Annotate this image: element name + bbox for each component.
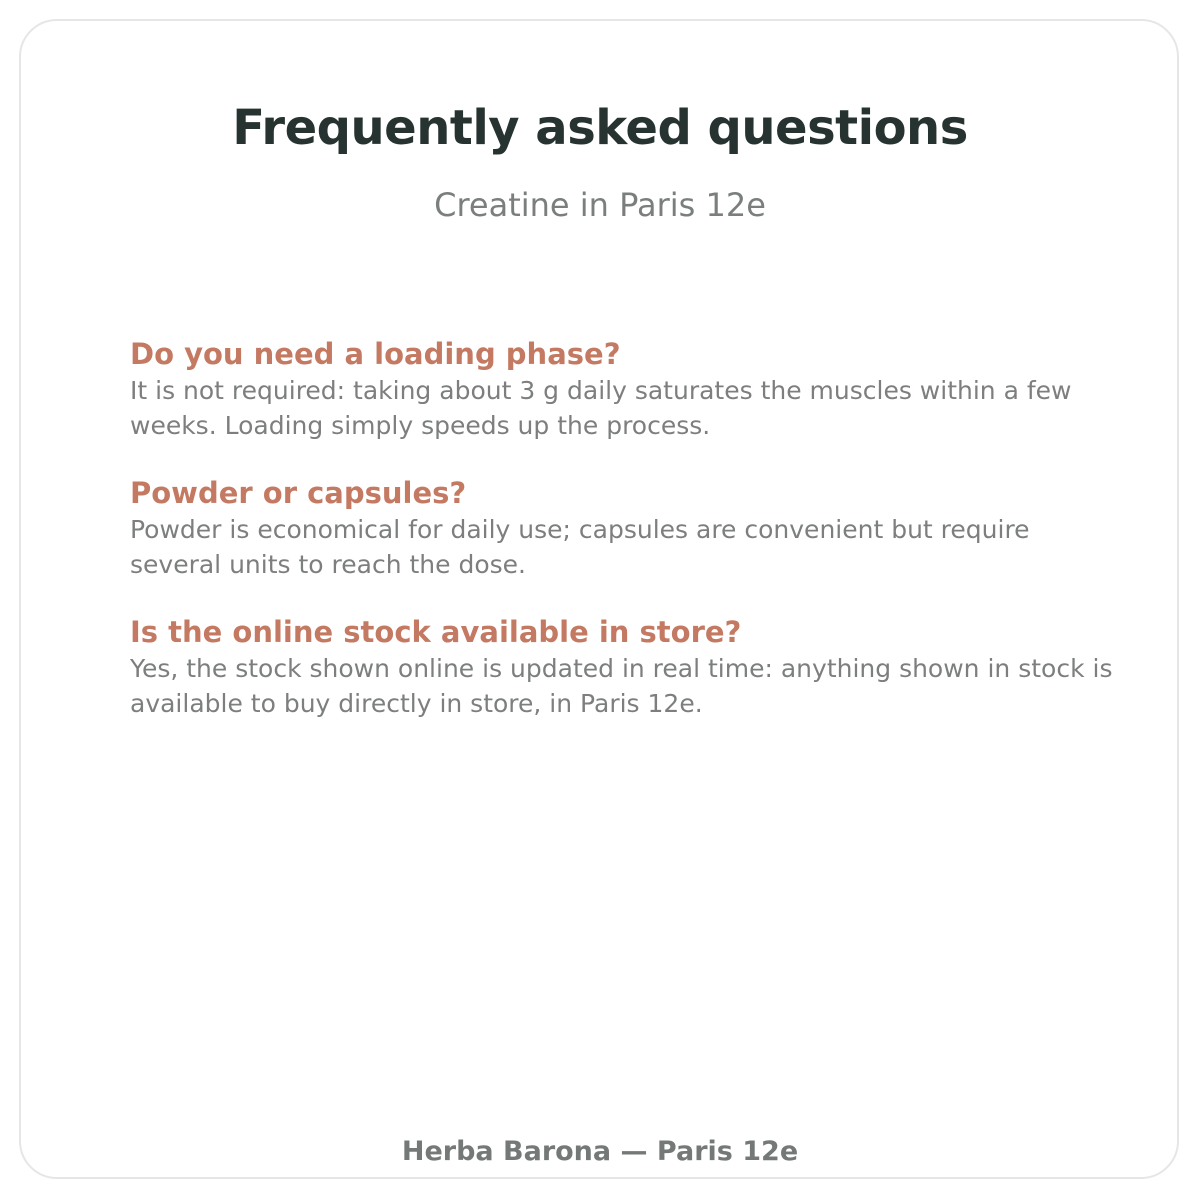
faq-question: Powder or capsules? [130, 476, 467, 510]
page-title: Frequently asked questions [232, 100, 968, 156]
faq-list [130, 335, 1120, 752]
faq-answer: Yes, the stock shown online is updated in real time: anything shown in stock is available to buy directly in store, in Paris 12e. [130, 654, 1113, 718]
store-footer: Herba Barona — Paris 12e [401, 1136, 799, 1167]
page-subtitle: Creatine in Paris 12e [434, 186, 766, 224]
faq-answer: Powder is economical for daily use; capsules are convenient but require several units to reach the dose. [130, 515, 1030, 579]
faq-question: Do you need a loading phase? [130, 337, 621, 371]
faq-question: Is the online stock available in store? [130, 615, 742, 649]
faq-answer: It is not required: taking about 3 g daily saturates the muscles within a few weeks. Loading simply speeds up the process. [130, 376, 1072, 440]
faq-item [130, 474, 1120, 582]
faq-item [130, 613, 1120, 721]
faq-item [130, 335, 1120, 443]
